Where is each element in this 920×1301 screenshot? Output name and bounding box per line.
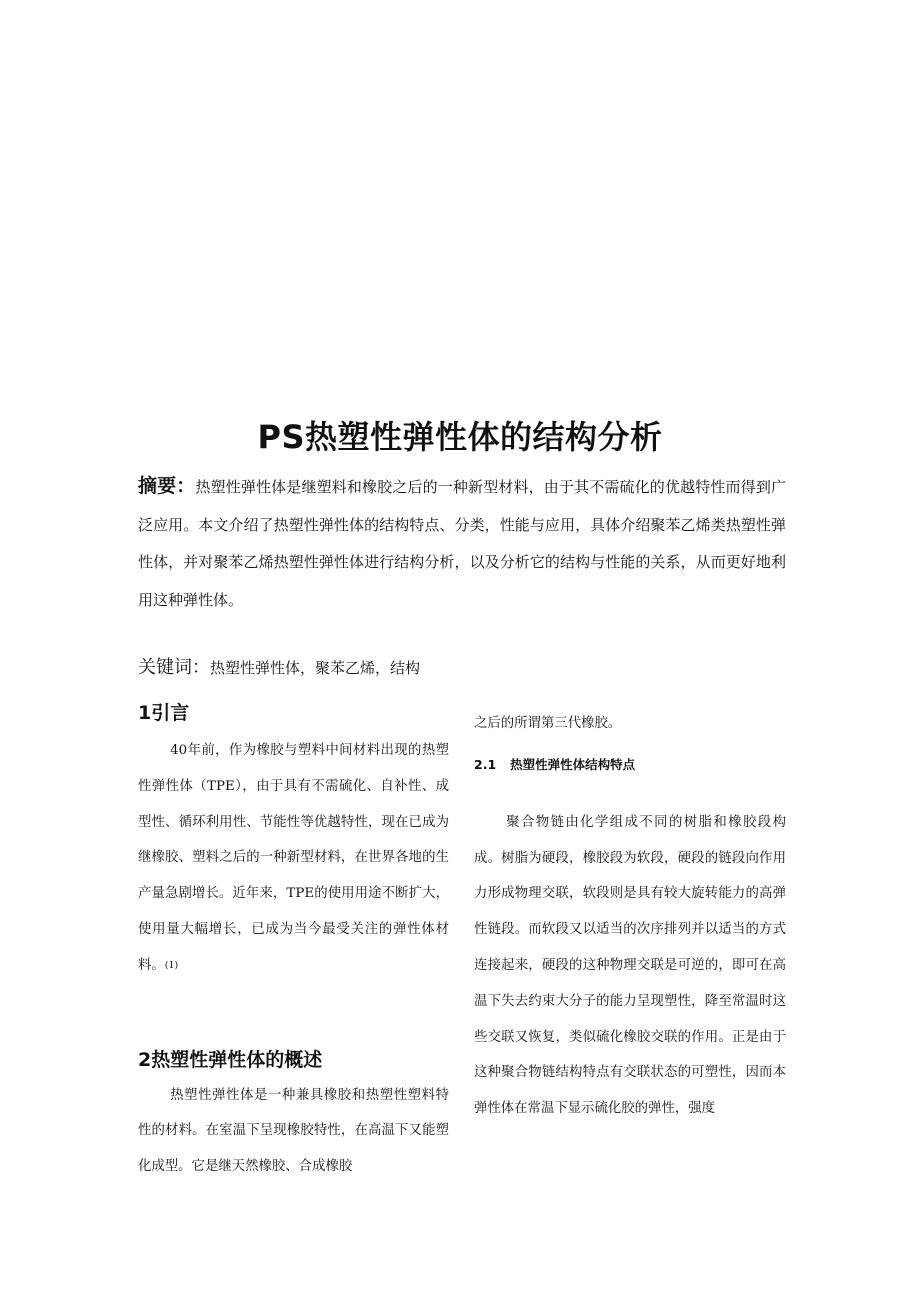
section-overview-title: 2热塑性弹性体的概述 bbox=[138, 1048, 323, 1071]
right-column bbox=[474, 706, 786, 1127]
section-intro-text: 40年前，作为橡胶与塑料中间材料出现的热塑性弹性体（TPE），由于具有不需硫化、自补性、成型性、循环利用性、节能性等优越特性，现在已成为继橡胶、塑料之后的一种新型材料，在世界各地的生产量急剧增长。近年来，TPE的使用用途不断扩大，使用量大幅增长，已成为当今最受关注的弹性体材料。 bbox=[138, 743, 449, 973]
citation-ref: (1) bbox=[164, 959, 179, 971]
keywords-label: 关键词： bbox=[138, 657, 210, 678]
section-structure-body: 聚合物链由化学组成不同的树脂和橡胶段构成。树脂为硬段，橡胶段为软段，硬段的链段向作用力形成物理交联，软段则是具有较大旋转能力的高弹性链段。而软段又以适当的次序排列并以适当的方式连接起来，硬段的这种物理交联是可逆的，即可在高温下失去约束大分子的能力呈现塑性，降至常温时这些交联又恢复，类似硫化橡胶交联的作用。正是由于这种聚合物链结构特点有交联状态的可塑性，因而本弹性体在常温下显示硫化胶的弹性，强度 bbox=[474, 814, 786, 1117]
abstract-label: 摘要： bbox=[138, 475, 196, 497]
section-structure-number: 2.1 bbox=[474, 756, 497, 772]
page-title: PS热塑性弹性体的结构分析 bbox=[257, 418, 663, 457]
section-structure-title-text: 热塑性弹性体结构特点 bbox=[510, 756, 636, 772]
section-intro-body bbox=[138, 733, 449, 984]
keywords bbox=[138, 652, 786, 684]
abstract bbox=[138, 468, 786, 619]
left-column bbox=[138, 698, 449, 1185]
section-overview-body: 热塑性弹性体是一种兼具橡胶和热塑性塑料特性的材料。在室温下呈现橡胶特性，在高温下又能塑化成型。它是继天然橡胶、合成橡胶 bbox=[138, 1087, 449, 1175]
keywords-text: 热塑性弹性体，聚苯乙烯，结构 bbox=[210, 659, 421, 677]
section-structure-title bbox=[474, 755, 786, 775]
section-intro-title: 1引言 bbox=[138, 702, 190, 724]
abstract-text: 热塑性弹性体是继塑料和橡胶之后的一种新型材料，由于其不需硫化的优越特性而得到广泛应用。本文介绍了热塑性弹性体的结构特点、分类，性能与应用，具体介绍聚苯乙烯类热塑性弹性体，并对聚苯乙烯热塑性弹性体进行结构分析，以及分析它的结构与性能的关系，从而更好地利用这种弹性体。 bbox=[138, 478, 786, 609]
section-overview-continued: 之后的所谓第三代橡胶。 bbox=[474, 716, 622, 731]
